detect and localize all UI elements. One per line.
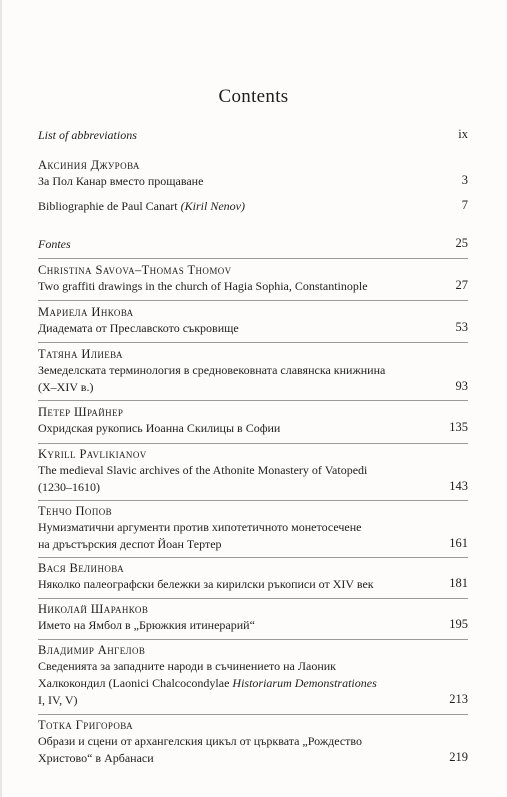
entry-title-line2: (1230–1610) bbox=[38, 480, 100, 494]
divider bbox=[38, 258, 468, 259]
entry-title: Сведенията за западните народи в съчинението на Лаоник bbox=[38, 659, 336, 673]
entry-author: Татяна Илиева bbox=[38, 347, 123, 361]
entry-title-line2: (X–XIV в.) bbox=[38, 380, 94, 394]
page-number: 213 bbox=[449, 692, 468, 706]
toc-entry[interactable] bbox=[38, 404, 468, 437]
entry-title-line3: I, IV, V) bbox=[38, 693, 78, 707]
page-number: 195 bbox=[449, 617, 468, 631]
toc-entry[interactable] bbox=[38, 560, 468, 593]
entry-title-italic: Historiarum Demonstrationes bbox=[232, 676, 377, 690]
page-number: 27 bbox=[455, 278, 468, 292]
page-number: 93 bbox=[455, 379, 468, 393]
toc-entry[interactable] bbox=[38, 601, 468, 634]
entry-author: Christina Savova–Thomas Thomov bbox=[38, 263, 232, 277]
entry-title-line2: на дръстърския деспот Йоан Тертер bbox=[38, 537, 222, 551]
entry-title: Two graffiti drawings in the church of Hagia Sophia, Constantinople bbox=[38, 279, 368, 293]
toc-entry[interactable] bbox=[38, 157, 468, 190]
toc-entry[interactable] bbox=[38, 198, 468, 215]
entry-title: List of abbreviations bbox=[38, 128, 137, 142]
page-number: 3 bbox=[461, 173, 468, 187]
toc-entry[interactable] bbox=[38, 642, 468, 709]
entry-author: Тотка Григорова bbox=[38, 718, 134, 732]
toc-entry[interactable] bbox=[38, 304, 468, 337]
entry-title: Името на Ямбол в „Брюжкия итинерарий“ bbox=[38, 618, 255, 632]
page-number: 7 bbox=[461, 198, 468, 212]
page-number: 143 bbox=[449, 479, 468, 493]
entry-title: The medieval Slavic archives of the Athonite Monastery of Vatopedi bbox=[38, 463, 368, 477]
entry-title: Диадемата от Преславското съкровище bbox=[38, 321, 239, 335]
toc-entry[interactable] bbox=[38, 717, 468, 767]
entry-author: Тенчо Попов bbox=[38, 504, 113, 518]
entry-title-line2: Халкокондил (Laonici Chalcocondylae Historiarum Demonstrationes bbox=[38, 676, 377, 690]
entry-title: Bibliographie de Paul Canart (Kiril Nenov) bbox=[38, 199, 245, 213]
entry-title: Охридская рукопись Иоанна Скилицы в Софии bbox=[38, 421, 281, 435]
entry-author: Вася Велинова bbox=[38, 561, 124, 575]
page-number: 219 bbox=[449, 750, 468, 764]
page-title: Contents bbox=[218, 86, 289, 107]
page-edge bbox=[0, 0, 2, 797]
entry-title: Fontes bbox=[38, 237, 71, 251]
page-number: ix bbox=[458, 127, 468, 141]
entry-title: Земеделската терминология в средновековната славянска книжнина bbox=[38, 363, 386, 377]
divider bbox=[38, 400, 468, 401]
toc-entry-abbreviations[interactable] bbox=[38, 127, 468, 144]
entry-title: За Пол Канар вместо прощаване bbox=[38, 174, 204, 188]
divider bbox=[38, 300, 468, 301]
entry-title-italic: (Kiril Nenov) bbox=[180, 199, 245, 213]
page-number: 181 bbox=[449, 576, 468, 590]
toc-entry[interactable] bbox=[38, 503, 468, 553]
entry-title: Образи и сцени от архангелския цикъл от църквата „Рождество bbox=[38, 734, 363, 748]
page-number: 161 bbox=[449, 536, 468, 550]
toc-entry[interactable] bbox=[38, 446, 468, 496]
entry-author: Мариела Инкова bbox=[38, 305, 134, 319]
entry-author: Владимир Ангелов bbox=[38, 643, 146, 657]
divider bbox=[38, 500, 468, 501]
entry-title-line2: Христово“ в Арбанаси bbox=[38, 751, 154, 765]
page-number: 135 bbox=[449, 420, 468, 434]
toc-entry[interactable] bbox=[38, 346, 468, 396]
toc-entry-fontes[interactable] bbox=[38, 236, 468, 253]
entry-author: Петер Шрайнер bbox=[38, 405, 124, 419]
divider bbox=[38, 639, 468, 640]
divider bbox=[38, 557, 468, 558]
entry-author: Kyrill Pavlikianov bbox=[38, 447, 147, 461]
entry-title: Няколко палеографски бележки за кирилски ръкописи от XIV век bbox=[38, 577, 374, 591]
divider bbox=[38, 443, 468, 444]
entry-author: Аксиния Джурова bbox=[38, 158, 140, 172]
page-number: 25 bbox=[455, 236, 468, 250]
entry-author: Николай Шаранков bbox=[38, 602, 149, 616]
entry-title: Нумизматични аргументи против хипотетичното монетосечене bbox=[38, 520, 362, 534]
divider bbox=[38, 598, 468, 599]
toc-entry[interactable] bbox=[38, 262, 468, 295]
divider bbox=[38, 342, 468, 343]
page-number: 53 bbox=[455, 320, 468, 334]
divider bbox=[38, 714, 468, 715]
